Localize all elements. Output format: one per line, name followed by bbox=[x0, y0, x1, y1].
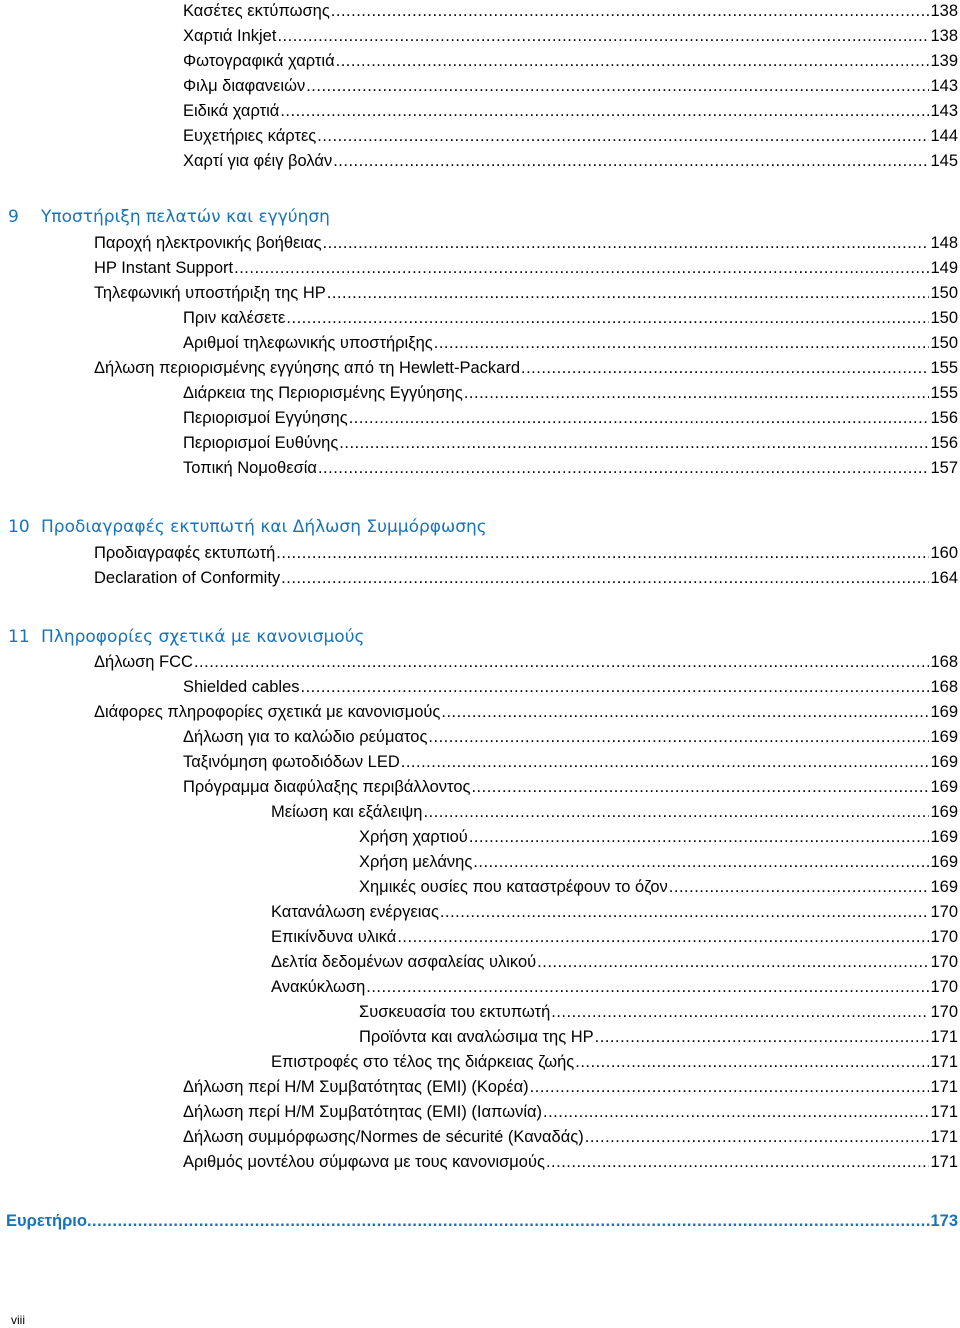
toc-entry[interactable] bbox=[183, 25, 958, 50]
toc-entry[interactable] bbox=[94, 701, 958, 726]
toc-entry-page: 171 bbox=[930, 1078, 958, 1096]
toc-entry-title: Χαρτί για φέιγ βολάν bbox=[183, 152, 333, 170]
toc-entry-title: Επιστροφές στο τέλος της διάρκειας ζωής bbox=[271, 1053, 575, 1071]
toc-entry-page: 169 bbox=[930, 828, 958, 846]
toc-entry[interactable] bbox=[183, 1126, 958, 1151]
toc-entry-title: Φιλμ διαφανειών bbox=[183, 77, 306, 95]
toc-entry-page: 169 bbox=[930, 778, 958, 796]
index-title: Ευρετήριο bbox=[6, 1212, 87, 1230]
toc-entry[interactable] bbox=[183, 125, 958, 150]
toc-entry-title: Ταξινόμηση φωτοδιόδων LED bbox=[183, 753, 400, 771]
toc-entry[interactable] bbox=[183, 0, 958, 25]
toc-entry[interactable] bbox=[183, 307, 958, 332]
toc-entry-page: 171 bbox=[930, 1153, 958, 1171]
toc-entry[interactable] bbox=[183, 407, 958, 432]
toc-entry-title: Αριθμοί τηλεφωνικής υποστήριξης bbox=[183, 334, 433, 352]
toc-entry[interactable] bbox=[183, 726, 958, 751]
chapter-heading[interactable] bbox=[8, 516, 487, 538]
toc-entry-page: 168 bbox=[930, 653, 958, 671]
toc-entry-page: 155 bbox=[930, 384, 958, 402]
toc-entry-title: Περιορισμοί Ευθύνης bbox=[183, 434, 339, 452]
toc-entry-page: 157 bbox=[930, 459, 958, 477]
toc-entry-page: 168 bbox=[930, 678, 958, 696]
toc-entry-title: Πρόγραμμα διαφύλαξης περιβάλλοντος bbox=[183, 778, 471, 796]
toc-entry-page: 169 bbox=[930, 803, 958, 821]
toc-entry[interactable] bbox=[183, 332, 958, 357]
toc-entry-page: 170 bbox=[930, 1003, 958, 1021]
toc-entry-title: Επικίνδυνα υλικά bbox=[271, 928, 397, 946]
toc-entry-title: Ειδικά χαρτιά bbox=[183, 102, 280, 120]
toc-entry[interactable] bbox=[183, 751, 958, 776]
toc-entry-title: Προϊόντα και αναλώσιμα της HP bbox=[359, 1028, 594, 1046]
toc-entry-page: 171 bbox=[930, 1053, 958, 1071]
chapter-number: 10 bbox=[8, 517, 30, 537]
toc-entry-title: Διάφορες πληροφορίες σχετικά με κανονισμούς bbox=[94, 703, 441, 721]
toc-entry-title: Περιορισμοί Εγγύησης bbox=[183, 409, 348, 427]
toc-entry-page: 164 bbox=[930, 569, 958, 587]
toc-entry-title: Shielded cables bbox=[183, 678, 300, 696]
chapter-number: 9 bbox=[8, 207, 19, 227]
toc-entry[interactable] bbox=[271, 926, 958, 951]
toc-entry-page: 139 bbox=[930, 52, 958, 70]
toc-entry-page: 171 bbox=[930, 1103, 958, 1121]
toc-entry-title: Ανακύκλωση bbox=[271, 978, 366, 996]
toc-entry-title: Δήλωση περί Η/Μ Συμβατότητας (EMI) (Κορέα) bbox=[183, 1078, 529, 1096]
toc-entry[interactable] bbox=[183, 382, 958, 407]
toc-entry-title: Χρήση χαρτιού bbox=[359, 828, 468, 846]
index-page: 173 bbox=[930, 1212, 958, 1230]
toc-entry-title: Παροχή ηλεκτρονικής βοήθειας bbox=[94, 234, 322, 252]
toc-entry[interactable] bbox=[183, 1151, 958, 1176]
toc-entry[interactable] bbox=[271, 801, 958, 826]
toc-entry[interactable] bbox=[94, 542, 958, 567]
toc-entry-title: Τηλεφωνική υποστήριξη της HP bbox=[94, 284, 326, 302]
toc-entry-page: 150 bbox=[930, 284, 958, 302]
toc-entry-title: Δελτία δεδομένων ασφαλείας υλικού bbox=[271, 953, 537, 971]
toc-entry[interactable] bbox=[359, 876, 958, 901]
toc-entry[interactable] bbox=[94, 232, 958, 257]
toc-entry-title: Χημικές ουσίες που καταστρέφουν το όζον bbox=[359, 878, 668, 896]
toc-entry[interactable] bbox=[183, 150, 958, 175]
toc-entry-title: Δήλωση περί Η/Μ Συμβατότητας (EMI) (Ιαπωνία) bbox=[183, 1103, 543, 1121]
toc-entry[interactable] bbox=[94, 651, 958, 676]
chapter-title: Πληροφορίες σχετικά με κανονισμούς bbox=[41, 627, 365, 647]
toc-entry-title: Κασέτες εκτύπωσης bbox=[183, 2, 330, 20]
toc-entry-page: 169 bbox=[930, 753, 958, 771]
toc-entry[interactable] bbox=[183, 432, 958, 457]
toc-entry-page: 170 bbox=[930, 928, 958, 946]
toc-entry-page: 148 bbox=[930, 234, 958, 252]
toc-entry-title: Ευχετήριες κάρτες bbox=[183, 127, 317, 145]
toc-entry[interactable] bbox=[183, 457, 958, 482]
toc-entry-page: 144 bbox=[930, 127, 958, 145]
toc-entry-title: Συσκευασία του εκτυπωτή bbox=[359, 1003, 551, 1021]
toc-entry[interactable] bbox=[94, 357, 958, 382]
toc-entry[interactable] bbox=[271, 901, 958, 926]
toc-entry-title: Δήλωση για το καλώδιο ρεύματος bbox=[183, 728, 428, 746]
toc-entry-page: 156 bbox=[930, 409, 958, 427]
toc-entry[interactable] bbox=[94, 282, 958, 307]
toc-entry[interactable] bbox=[183, 1101, 958, 1126]
toc-entry-page: 169 bbox=[930, 703, 958, 721]
toc-entry-title: Διάρκεια της Περιορισμένης Εγγύησης bbox=[183, 384, 463, 402]
toc-entry[interactable] bbox=[183, 50, 958, 75]
toc-entry[interactable] bbox=[271, 951, 958, 976]
toc-entry-title: Χαρτιά Inkjet bbox=[183, 27, 277, 45]
toc-entry-title: Αριθμός μοντέλου σύμφωνα με τους κανονισμούς bbox=[183, 1153, 545, 1171]
toc-entry-title: Δήλωση συμμόρφωσης/Normes de sécurité (Καναδάς) bbox=[183, 1128, 584, 1146]
page-number: viii bbox=[11, 1313, 25, 1327]
toc-entry-title: Declaration of Conformity bbox=[94, 569, 281, 587]
toc-entry[interactable] bbox=[359, 1026, 958, 1051]
toc-entry[interactable] bbox=[183, 75, 958, 100]
toc-entry-page: 145 bbox=[930, 152, 958, 170]
toc-entry-title: Τοπική Νομοθεσία bbox=[183, 459, 317, 477]
toc-entry-title: Κατανάλωση ενέργειας bbox=[271, 903, 439, 921]
toc-index-entry[interactable] bbox=[6, 1210, 958, 1235]
toc-entry[interactable] bbox=[183, 1076, 958, 1101]
toc-entry[interactable] bbox=[359, 1001, 958, 1026]
toc-entry-page: 150 bbox=[930, 309, 958, 327]
toc-entry-page: 143 bbox=[930, 102, 958, 120]
chapter-title: Προδιαγραφές εκτυπωτή και Δήλωση Συμμόρφωσης bbox=[41, 517, 487, 537]
chapter-heading[interactable] bbox=[8, 626, 365, 648]
toc-entry-title: Μείωση και εξάλειψη bbox=[271, 803, 423, 821]
toc-entry-title: Δήλωση περιορισμένης εγγύησης από τη Hewlett-Packard bbox=[94, 359, 521, 377]
chapter-number: 11 bbox=[8, 627, 30, 647]
toc-entry[interactable] bbox=[183, 676, 958, 701]
toc-entry-page: 170 bbox=[930, 953, 958, 971]
toc-entry-page: 169 bbox=[930, 728, 958, 746]
toc-entry-page: 170 bbox=[930, 978, 958, 996]
chapter-title: Υποστήριξη πελατών και εγγύηση bbox=[41, 207, 330, 227]
toc-entry-title: Πριν καλέσετε bbox=[183, 309, 286, 327]
toc-entry-page: 150 bbox=[930, 334, 958, 352]
toc-entry-page: 169 bbox=[930, 878, 958, 896]
toc-entry-page: 171 bbox=[930, 1028, 958, 1046]
toc-entry-title: Χρήση μελάνης bbox=[359, 853, 473, 871]
toc-entry[interactable] bbox=[359, 826, 958, 851]
toc-entry-title: HP Instant Support bbox=[94, 259, 234, 277]
toc-entry-page: 155 bbox=[930, 359, 958, 377]
toc-entry-page: 156 bbox=[930, 434, 958, 452]
chapter-heading[interactable] bbox=[8, 206, 330, 228]
toc-entry[interactable] bbox=[271, 1051, 958, 1076]
toc-entry[interactable] bbox=[94, 567, 958, 592]
toc-entry-page: 160 bbox=[930, 544, 958, 562]
toc-entry[interactable] bbox=[359, 851, 958, 876]
toc-entry-page: 169 bbox=[930, 853, 958, 871]
toc-entry-page: 138 bbox=[930, 27, 958, 45]
toc-entry-title: Δήλωση FCC bbox=[94, 653, 193, 671]
toc-entry[interactable] bbox=[183, 776, 958, 801]
toc-entry[interactable] bbox=[271, 976, 958, 1001]
toc-entry-page: 171 bbox=[930, 1128, 958, 1146]
toc-entry-page: 170 bbox=[930, 903, 958, 921]
toc-entry-title: Φωτογραφικά χαρτιά bbox=[183, 52, 335, 70]
toc-entry-page: 149 bbox=[930, 259, 958, 277]
toc-entry-title: Προδιαγραφές εκτυπωτή bbox=[94, 544, 276, 562]
toc-entry[interactable] bbox=[183, 100, 958, 125]
toc-entry-page: 138 bbox=[930, 2, 958, 20]
toc-entry-page: 143 bbox=[930, 77, 958, 95]
toc-entry[interactable] bbox=[94, 257, 958, 282]
